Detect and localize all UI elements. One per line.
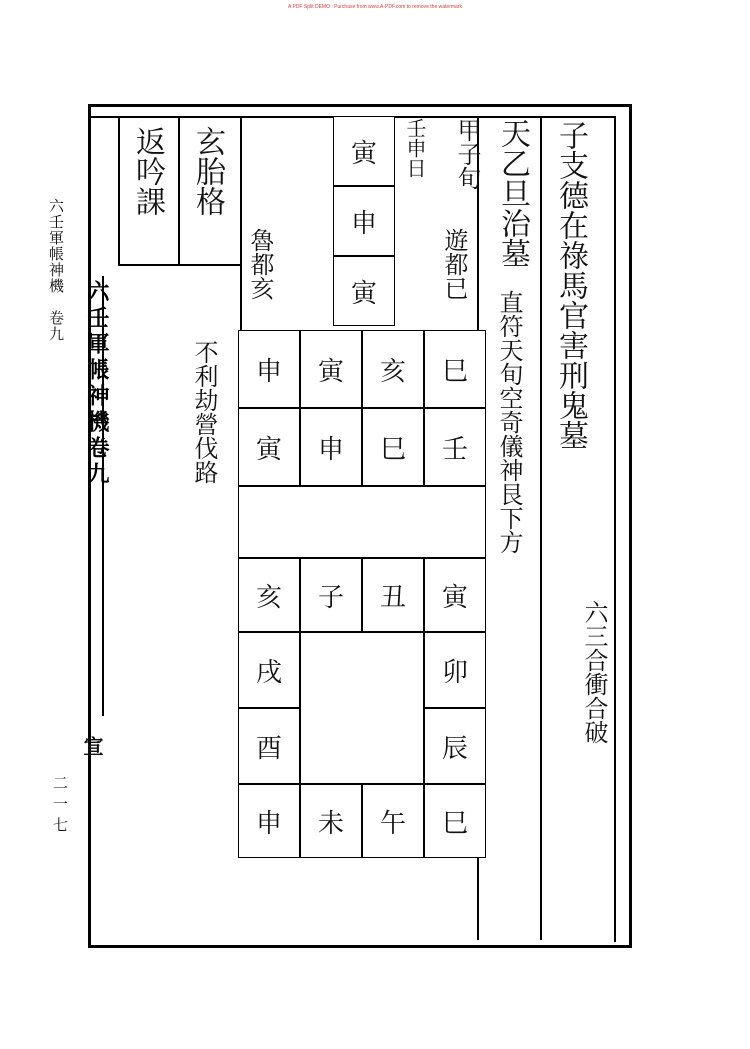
column-text-3b: 遊都已 [440, 228, 468, 300]
spine-mark: 宣 [80, 736, 104, 756]
board-cell: 午 [362, 784, 424, 858]
column-divider [178, 116, 180, 266]
pattern-title: 玄胎格 [190, 126, 225, 216]
top-box: 申 [333, 186, 395, 256]
board-cell: 子 [300, 558, 362, 632]
column-divider [118, 116, 120, 266]
top-box: 寅 [333, 256, 395, 326]
column-text-1: 子支德在祿馬官害刑鬼墓 [553, 120, 588, 450]
page-number: 二一七 [51, 775, 69, 838]
column-text-4: 壬申日 [403, 118, 427, 178]
board-cell: 酉 [238, 708, 300, 784]
board-cell: 辰 [424, 708, 486, 784]
board-cell: 丑 [362, 558, 424, 632]
spine-title: 六壬軍帳神機卷九 [84, 280, 110, 488]
top-box: 寅 [333, 116, 395, 186]
lesson-cell: 巳 [424, 330, 486, 408]
board-cell: 寅 [424, 558, 486, 632]
column-text-3: 甲子旬 [453, 118, 481, 190]
board-cell: 卯 [424, 632, 486, 708]
side-label: 六壬軍帳神機 卷九 [47, 198, 65, 342]
column-text-2b: 直符天旬空奇儀神艮下方 [495, 290, 523, 554]
column-text-5: 魯都亥 [246, 228, 274, 300]
lesson-cell: 寅 [238, 408, 300, 486]
lesson-cell: 寅 [300, 330, 362, 408]
watermark-text: A PDF Split DEMO : Purchase from www.A-PDF.com to remove the watermark [288, 4, 462, 10]
warning-text: 不利劫營伐路 [190, 340, 218, 484]
lesson-cell: 亥 [362, 330, 424, 408]
board-cell: 申 [238, 784, 300, 858]
board-cell: 巳 [424, 784, 486, 858]
lesson-cell: 壬 [424, 408, 486, 486]
lesson-cell: 申 [300, 408, 362, 486]
board-cell: 戌 [238, 632, 300, 708]
row-divider [118, 264, 240, 266]
column-text-1b: 六三合衝合破 [580, 600, 608, 744]
board-cell: 亥 [238, 558, 300, 632]
lesson-cell: 巳 [362, 408, 424, 486]
lesson-spacer [238, 486, 486, 558]
lesson-cell: 申 [238, 330, 300, 408]
column-divider [240, 116, 242, 331]
board-cell: 未 [300, 784, 362, 858]
column-divider [540, 116, 542, 940]
board-center [300, 632, 424, 784]
column-text-2: 天乙旦治墓 [495, 118, 530, 268]
lesson-title: 返吟課 [130, 126, 165, 216]
